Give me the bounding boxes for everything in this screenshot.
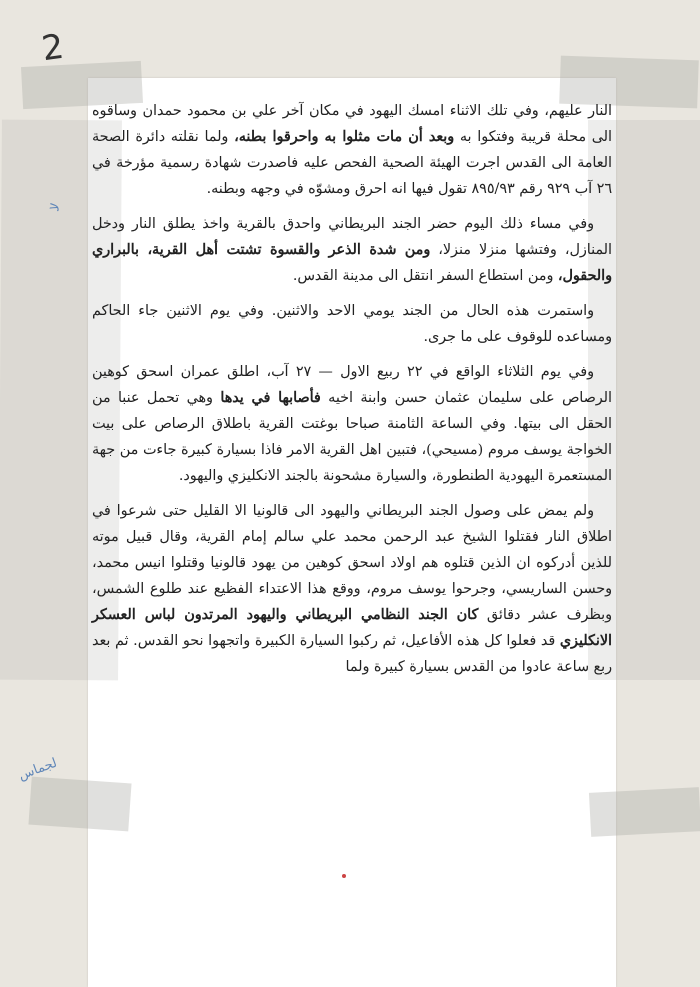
tape-strip (28, 777, 131, 832)
paragraph-1: النار عليهم، وفي تلك الاثناء امسك اليهود في مكان آخر علي بن محمود حمدان وساقوه الى محلة قريبة وفتكوا به وبعد أن مات مثلوا به واحرقوا بطنه، ولما نقلته دائرة الصحة العامة الى القدس اجرت الهيئة الصحية الفحص عليه فاصدرت شهادة رسمية مؤرخة في ٢٦ آب ٩٢٩ رقم ٨٩٥/٩٣ تقول فيها انه احرق ومشوّه في وجهه وبطنه. (92, 103, 612, 197)
margin-note: لا (47, 201, 65, 214)
ink-dot (342, 874, 346, 878)
tape-strip (589, 787, 700, 837)
document-text (92, 98, 612, 689)
paragraph-5: ولم يمض على وصول الجند البريطاني واليهود الى قالونيا الا القليل حتى شرعوا في اطلاق النار فقتلوا الشيخ عبد الرحمن محمد علي سالم إمام القرية، وقال قبيل موته للذين أدركوه ان الذين قتلوه هم اولاد اسحق كوهين من يهود قالونيا وقتلوا انيس محمد، وحسن الساريسي، وجرحوا يوسف مروم، ووقع هذا الاعتداء الفظيع عند طلوع الشمس، وبظرف عشر دقائق كان الجند النظامي البريطاني واليهود المرتدون لباس العسكر الانكليزي قد فعلوا كل هذه الأفاعيل، ثم ركبوا السيارة الكبيرة واتجهوا نحو القدس. ثم بعد ربع ساعة عادوا من القدس بسيارة كبيرة ولما (92, 503, 613, 675)
margin-note: لجماس (16, 755, 60, 784)
paragraph-2: وفي مساء ذلك اليوم حضر الجند البريطاني واحدق بالقرية واخذ يطلق النار ودخل المنازل، وفتشها منزلا منزلا، ومن شدة الذعر والقسوة تشتت أهل القرية، بالبراري والحقول، ومن استطاع السفر انتقل الى مدينة القدس. (92, 216, 612, 284)
paragraph-4: وفي يوم الثلاثاء الواقع في ٢٢ ربيع الاول — ٢٧ آب، اطلق عمران اسحق كوهين الرصاص على سليمان عثمان حسن وابنة اخيه فأصابها في يدها وهي تحمل عنبا من الحقل الى بيتها. وفي الساعة الثامنة صباحا بوغتت القرية باطلاق الرصاص على بيت الخواجة يوسف مروم (مسيحي)، فتبين اهل القرية الامر فاذا بسيارة كبيرة جاءت من جهة المستعمرة اليهودية الطنطورة، والسيارة مشحونة بالجند الانكليزي واليهود. (92, 364, 612, 484)
paragraph-3: واستمرت هذه الحال من الجند يومي الاحد والاثنين. وفي يوم الاثنين جاء الحاكم ومساعده للوقوف على ما جرى. (92, 303, 612, 345)
handwritten-page-number: 2 (39, 26, 67, 70)
